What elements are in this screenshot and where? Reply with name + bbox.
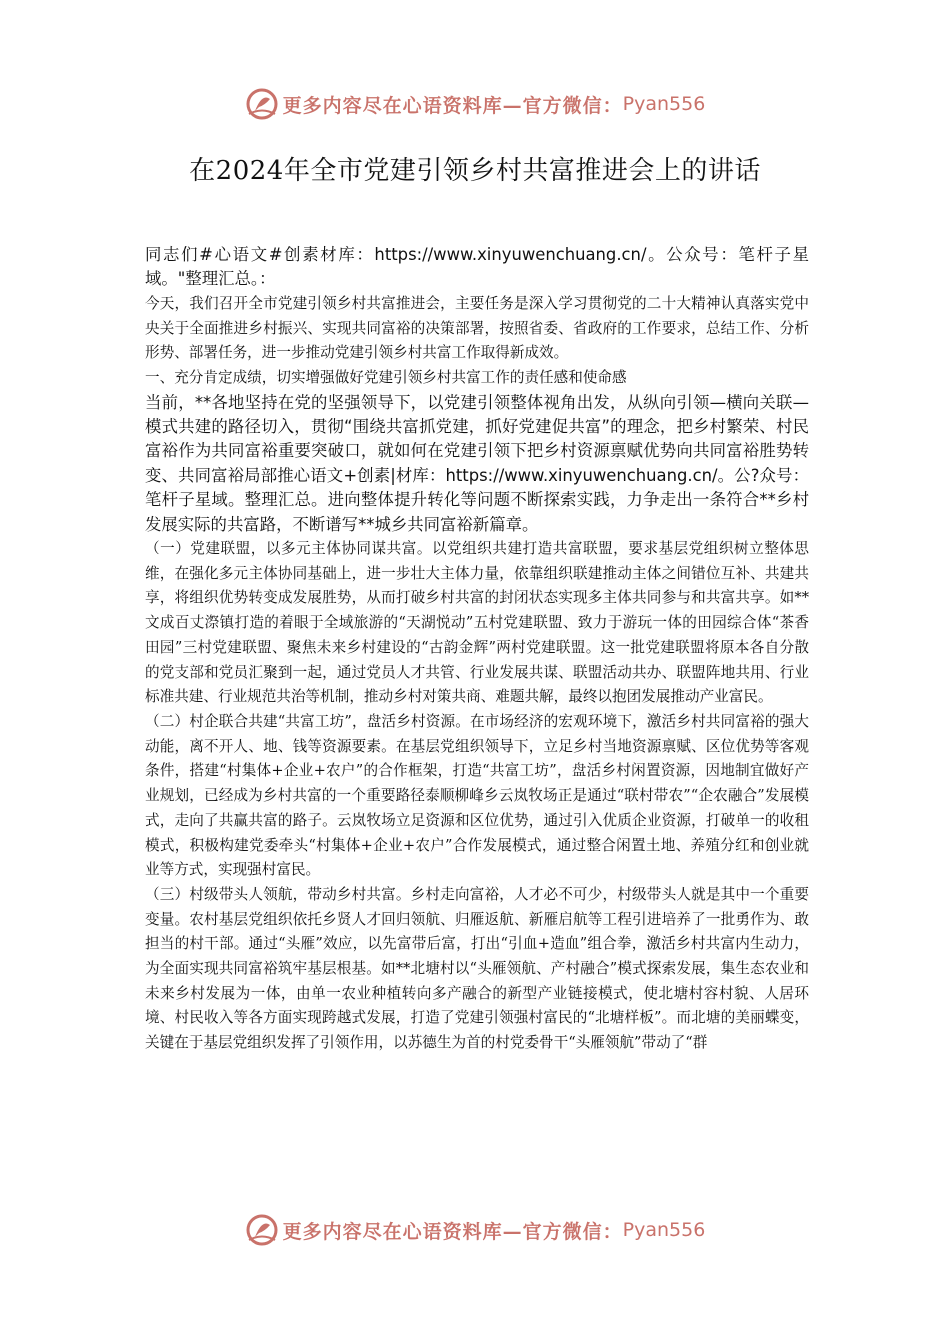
section-heading: 一、充分肯定成绩，切实增强做好党建引领乡村共富工作的责任感和使命感 [145, 368, 627, 386]
banner-contact: Pyan556 [622, 93, 706, 115]
point-one-paragraph: （一）党建联盟，以多元主体协同谋共富。以党组织共建打造共富联盟，要求基层党组织树立整体思维，在强化多元主体协同基础上，进一步壮大主体力量，依靠组织联建推动主体之间错位互补、共建共享，将组织优势转变成发展胜势，从而打破乡村共富的封闭状态实现多主体共同参与和共富共享。如**文成百丈漈镇打造的着眼于全域旅游的“天湖悦动”五村党建联盟、致力于游玩一体的田园综合体“茶香田园”三村党建联盟、聚焦未来乡村建设的“古韵金辉”两村党建联盟。这一批党建联盟将原本各自分散的党支部和党员汇聚到一起，通过党员人才共管、行业发展共谋、联盟活动共办、联盟阵地共用、行业标准共建、行业规范共治等机制，推动乡村对策共商、难题共解，最终以抱团发展推动产业富民。 [145, 540, 809, 706]
point-three-paragraph: （三）村级带头人领航，带动乡村共富。乡村走向富裕，人才必不可少，村级带头人就是其中一个重要变量。农村基层党组织依托乡贤人才回归领航、归雁返航、新雁启航等工程引进培养了一批勇作为、敢担当的村干部。通过“头雁”效应，以先富带后富，打出“引血+造血”组合拳，激活乡村共富内生动力，为全面实现共同富裕筑牢基层根基。如**北塘村以“头雁领航、产村融合”模式探索发展，集生态农业和未来乡村发展为一体，由单一农业种植转向多产融合的新型产业链接模式，使北塘村容村貌、人居环境、村民收入等各方面实现跨越式发展，打造了党建引领强村富民的“北塘样板”。而北塘的美丽蝶变，关键在于基层党组织发挥了引领作用，以苏德生为首的村党委骨干“头雁领航”带动了“群 [145, 885, 809, 1052]
footer-banner-text: 更多内容尽在心语资料库—官方微信： [282, 1220, 623, 1243]
opening-paragraph: 今天，我们召开全市党建引领乡村共富推进会，主要任务是深入学习贯彻党的二十大精神认真落实党中央关于全面推进乡村振兴、实现共同富裕的决策部署，按照省委、省政府的工作要求，总结工作、分析形势、部署任务，进一步推动党建引领乡村共富工作取得新成效。 [145, 294, 809, 362]
point-two-paragraph: （二）村企联合共建“共富工坊”，盘活乡村资源。在市场经济的宏观环境下，激活乡村共同富裕的强大动能，离不开人、地、钱等资源要素。在基层党组织领导下，立足乡村当地资源禀赋、区位优势等客观条件，搭建“村集体+企业+农户”的合作框架，打造“共富工坊”，盘活乡村闲置资源，因地制宜做好产业规划，已经成为乡村共富的一个重要路径泰顺柳峰乡云岚牧场正是通过“联村带农”“企农融合”发展模式，走向了共赢共富的路子。云岚牧场立足资源和区位优势，通过引入优质企业资源，打破单一的收租模式，积极构建党委牵头“村集体+企业+农户”合作发展模式，通过整合闲置土地、养殖分红和创业就业等方式，实现强村富民。 [145, 712, 809, 879]
intro-paragraph: 同志们#心语文#创素材库：https://www.xinyuwenchuang.cn/。公众号：笔杆子星域。"整理汇总。： [145, 245, 809, 289]
footer-banner-contact: Pyan556 [622, 1219, 706, 1241]
overview-paragraph: 当前，**各地坚持在党的坚强领导下，以党建引领整体视角出发，从纵向引领—横向关联—模式共建的路径切入，贯彻“围绕共富抓党建，抓好党建促共富”的理念，把乡村繁荣、村民富裕作为共同富裕重要突破口，就如何在党建引领下把乡村资源禀赋优势向共同富裕胜势转变、共同富裕局部推心语文+创素|材库：https://www.xinyuwenchuang.cn/。公?众号：笔杆子星域。整理汇总。进向整体提升转化等问题不断探索实践，力争走出一条符合**乡村发展实际的共富路，不断谱写**城乡共同富裕新篇章。 [145, 392, 809, 534]
footer-banner [0, 1210, 950, 1250]
seal-logo-icon [245, 87, 279, 121]
seal-logo-icon [245, 1213, 279, 1247]
document-body [145, 243, 809, 1056]
document-title: 在2024年全市党建引领乡村共富推进会上的讲话 [189, 156, 761, 186]
header-banner [0, 84, 950, 124]
banner-text: 更多内容尽在心语资料库—官方微信： [282, 94, 623, 117]
